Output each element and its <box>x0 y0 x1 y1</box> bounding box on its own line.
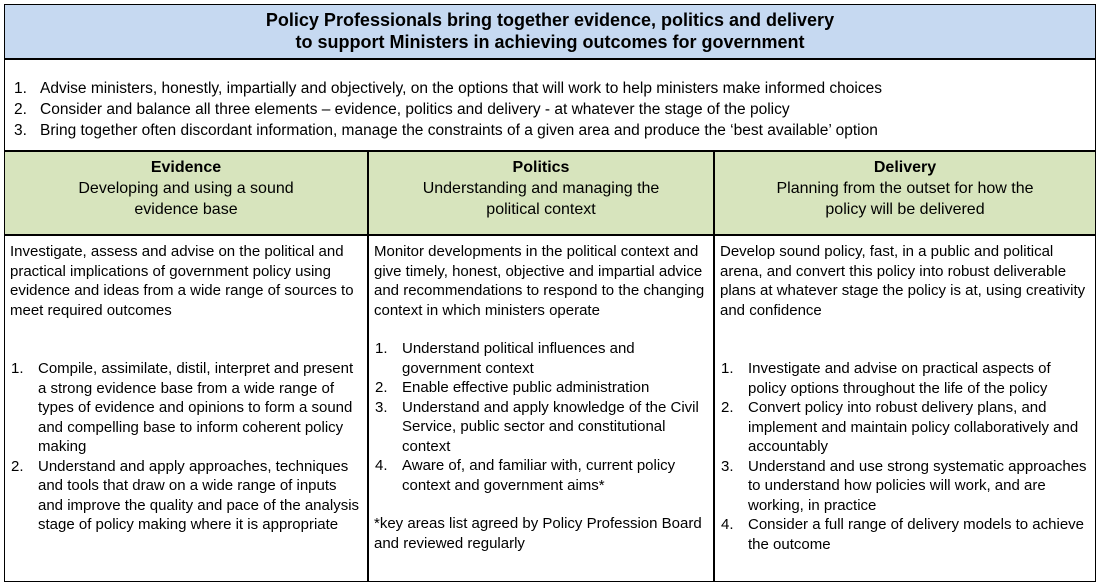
list-text: Enable effective public administration <box>402 379 650 396</box>
list-number: 3. <box>721 457 734 475</box>
title-line-1: Policy Professionals bring together evidence, politics and delivery <box>265 10 835 30</box>
evidence-header <box>5 152 367 236</box>
principle-text: Bring together often discordant information, manage the constraints of a given area and produce the ‘best available’ option <box>40 122 878 139</box>
elements-columns <box>5 152 1095 581</box>
list-item <box>720 515 1091 554</box>
evidence-subtitle-line-2: evidence base <box>134 201 238 218</box>
list-item <box>10 359 363 457</box>
principle-number: 1. <box>14 80 27 97</box>
list-item <box>374 456 709 495</box>
list-number: 1. <box>11 360 24 377</box>
delivery-subtitle-line-2: policy will be delivered <box>825 201 985 218</box>
list-item <box>720 398 1091 457</box>
list-number: 2. <box>721 399 734 416</box>
evidence-body <box>10 242 363 535</box>
politics-header <box>369 152 713 236</box>
title-line-2: to support Ministers in achieving outcomes for government <box>295 32 805 52</box>
politics-column <box>369 152 715 581</box>
principle-number: 3. <box>14 122 27 139</box>
list-item <box>10 457 363 535</box>
politics-footnote: *key areas list agreed by Policy Profession Board and reviewed regularly <box>374 515 702 552</box>
delivery-title: Delivery <box>873 159 937 176</box>
list-item <box>720 359 1091 398</box>
list-number: 2. <box>11 457 24 475</box>
principles-section <box>5 60 1095 152</box>
evidence-column <box>5 152 369 581</box>
list-text: Investigate and advise on practical aspects of policy options throughout the life of the policy <box>748 360 1051 397</box>
list-text: Understand political influences and government context <box>402 340 635 377</box>
principle-item <box>14 99 882 120</box>
principle-item <box>14 78 882 99</box>
delivery-column <box>715 152 1095 581</box>
evidence-title: Evidence <box>150 159 222 176</box>
principle-number: 2. <box>14 101 27 118</box>
delivery-body <box>720 242 1091 554</box>
politics-body <box>374 242 709 553</box>
list-item <box>374 398 709 457</box>
politics-title: Politics <box>512 159 570 176</box>
list-item <box>720 457 1091 516</box>
list-number: 3. <box>375 398 388 416</box>
politics-subtitle-line-1: Understanding and managing the <box>422 180 660 197</box>
delivery-intro: Develop sound policy, fast, in a public and political arena, and convert this policy into robust deliverable plans at whatever stage the policy is at, using creativity and confidence <box>720 243 1086 319</box>
principle-text: Advise ministers, honestly, impartially and objectively, on the options that will work to help ministers make informed choices <box>40 80 882 97</box>
list-item <box>374 339 709 378</box>
list-item <box>374 378 709 398</box>
delivery-subtitle-line-1: Planning from the outset for how the <box>776 180 1034 197</box>
politics-subtitle-line-2: political context <box>486 201 596 218</box>
delivery-header <box>715 152 1095 236</box>
list-text: Consider a full range of delivery models to achieve the outcome <box>748 516 1085 553</box>
framework-title <box>5 5 1095 60</box>
principles-list <box>14 78 882 141</box>
politics-list <box>374 339 709 495</box>
list-number: 2. <box>375 379 388 396</box>
list-text: Compile, assimilate, distil, interpret and present a strong evidence base from a wide range of types of evidence and opinions to form a sound and compelling base to inform coherent policy making <box>38 360 354 455</box>
evidence-subtitle-line-1: Developing and using a sound <box>78 180 294 197</box>
list-text: Understand and apply approaches, techniques and tools that draw on a wide range of inputs and improve the quality and pace of the analysis stage of policy making where it is appropriate <box>38 457 360 533</box>
principle-text: Consider and balance all three elements – evidence, politics and delivery - at whatever the stage of the policy <box>40 101 790 118</box>
politics-intro: Monitor developments in the political context and give timely, honest, objective and impartial advice and recommendations to respond to the changing context in which ministers operate <box>374 243 705 319</box>
evidence-list <box>10 359 363 535</box>
list-number: 4. <box>721 516 734 533</box>
list-number: 1. <box>375 340 388 357</box>
list-text: Convert policy into robust delivery plans, and implement and maintain policy collaboratively and accountably <box>748 399 1079 455</box>
policy-profession-framework <box>4 4 1096 582</box>
list-number: 1. <box>721 360 734 377</box>
principle-item <box>14 120 882 141</box>
evidence-intro: Investigate, assess and advise on the political and practical implications of government policy using evidence and ideas from a wide range of sources to meet required outcomes <box>10 243 354 319</box>
list-text: Understand and use strong systematic approaches to understand how policies will work, and are working, in practice <box>748 457 1087 514</box>
delivery-list <box>720 359 1091 554</box>
list-text: Understand and apply knowledge of the Civil Service, public sector and constitutional context <box>402 398 699 455</box>
list-number: 4. <box>375 457 388 474</box>
list-text: Aware of, and familiar with, current policy context and government aims* <box>402 457 676 494</box>
